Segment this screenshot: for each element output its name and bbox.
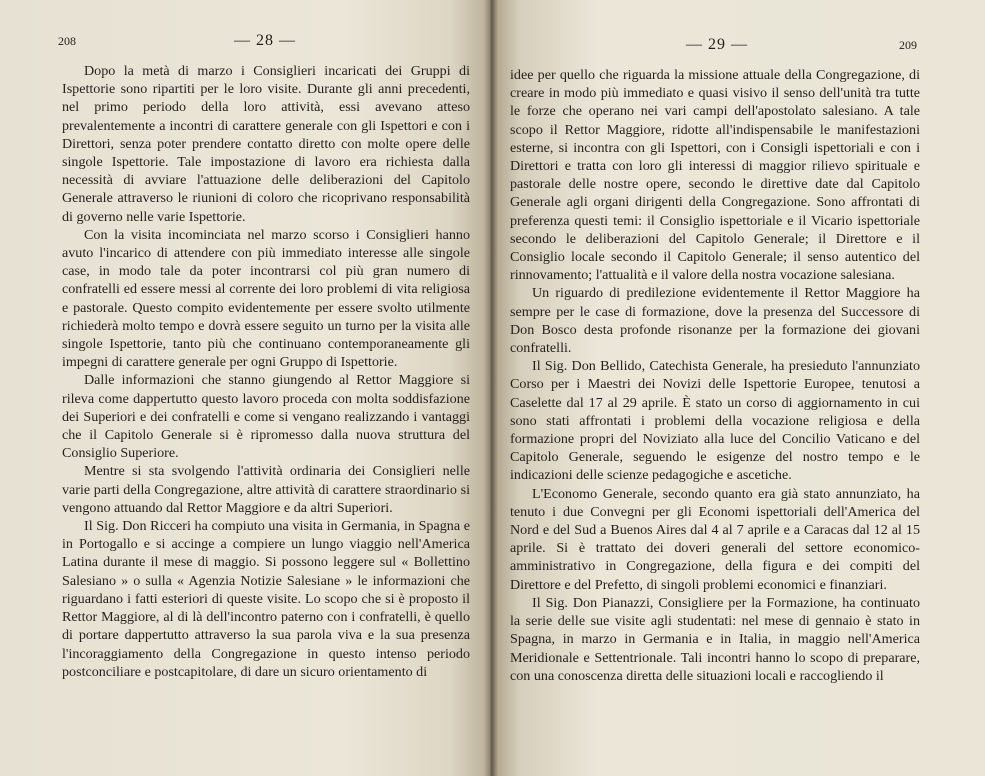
right-text-block xyxy=(510,66,920,685)
paragraph: Dalle informazioni che stanno giungendo al Rettor Maggiore si rileva come dappertutto questo lavoro proceda con molta soddisfazione dei Superiori e dei confratelli e come si vengano realizzando i vantaggi che il Capitolo Generale si è ripromesso dalla nuova struttura del Consiglio Superiore. xyxy=(62,372,470,462)
right-page xyxy=(490,0,985,776)
paragraph: Mentre si sta svolgendo l'attività ordinaria dei Consiglieri nelle varie parti della Congregazione, altre attività di carattere straordinario si vengono attuando dal Rettor Maggiore e da altri Superiori. xyxy=(62,463,470,516)
paragraph: Dopo la metà di marzo i Consiglieri incaricati dei Gruppi di Ispettorie sono ripartiti per le loro visite. Durante gli anni precedenti, nel primo periodo della loro attività, essi avevano atteso prevalentemente a incontri di carattere generale con gli Ispettori e con i Direttori, senza poter prendere contatto diretto con molte opere delle singole Ispettorie. Tale impostazione di lavoro era richiesta dalla necessità di avviare l'attuazione delle deliberazioni del Capitolo Generale attraverso le riunioni di coloro che ricoprivano responsabilità di governo nelle varie Ispettorie. xyxy=(62,63,470,225)
paragraph-continued: idee per quello che riguarda la missione attuale della Congregazione, di creare in modo più immediato e quasi visivo il senso dell'unità tra tutte le forze che operano nei vari campi dell'apostolato salesiano. A tale scopo il Rettor Maggiore, ridotte all'indispensabile le manifestazioni esterne, si incontra con gli Ispettori, con i Consigli ispettoriali e con i Direttori e tratta con loro gli interessi di maggior rilievo spirituale e pastorale delle nostre opere, secondo le direttive date dal Capitolo Generale agli organi dirigenti della Congregazione. Sono affrontati di preferenza questi temi: il Consiglio ispettoriale e il Vicario ispettoriale secondo le deliberazioni del Capitolo Generale; il Direttore e il Consiglio locale secondo il Capitolo Generale; il senso autentico del rinnovamento; l'attualità e il valore della nostra vocazione salesiana. xyxy=(510,67,920,284)
right-running-head: — 29 — xyxy=(686,36,748,53)
paragraph: Con la visita incominciata nel marzo scorso i Consiglieri hanno avuto l'incarico di attendere con più immediato interesse alle singole case, in modo tale da poter incontrarsi col più gran numero di confratelli ed essere messi al corrente dei loro problemi di vita religiosa e pastorale. Questo compito evidentemente per essere svolto utilmente richiederà molto tempo e dovrà essere seguito un turno per la visita alle singole Ispettorie, tanto più che continuano contemporaneamente gli impegni di carattere generale per ogni Gruppo di Ispettorie. xyxy=(62,226,470,371)
left-running-head: — 28 — xyxy=(234,32,296,49)
paragraph: L'Economo Generale, secondo quanto era già stato annunziato, ha tenuto i due Convegni per gli Economi ispettoriali dell'America del Nord e del Sud a Buenos Aires dal 4 al 7 aprile e a Caracas dal 12 al 15 aprile. Si è trattato dei doveri generali del settore economico-amministrativo in Congregazione, della figura e dei compiti del Direttore e del Prefetto, di singoli problemi economici e finanziari. xyxy=(510,485,920,593)
left-page xyxy=(0,0,490,776)
paragraph: Un riguardo di predilezione evidentemente il Rettor Maggiore ha sempre per le case di formazione, dove la presenza del Successore di Don Bosco desta profonde risonanze per la formazione dei giovani confratelli. xyxy=(510,285,920,357)
paragraph: Il Sig. Don Bellido, Catechista Generale, ha presieduto l'annunziato Corso per i Maestri dei Novizi delle Ispettorie Europee, tenutosi a Caselette dal 17 al 29 aprile. È stato un corso di aggiornamento in cui sono stati affrontati i problemi della vocazione religiosa e della formazione propri del Noviziato alla luce del Concilio Vaticano e del Capitolo Generale, seguendo le esigenze del nostro tempo e le indicazioni delle scienze pedagogiche e ascetiche. xyxy=(510,358,920,484)
paragraph: Il Sig. Don Pianazzi, Consigliere per la Formazione, ha continuato la serie delle sue visite agli studentati: nel mese di gennaio è stato in Spagna, in marzo in Germania e in Italia, in maggio nell'America Meridionale e Settentrionale. Tali incontri hanno lo scopo di preparare, con una conoscenza diretta delle situazioni locali e raccogliendo il xyxy=(510,594,920,684)
right-page-number: 209 xyxy=(899,38,917,52)
left-text-block xyxy=(62,62,470,681)
left-page-number: 208 xyxy=(58,34,76,48)
paragraph: Il Sig. Don Ricceri ha compiuto una visita in Germania, in Spagna e in Portogallo e si accinge a compiere un lungo viaggio nell'America Latina durante il mese di maggio. Si possono leggere sul « Bollettino Salesiano » o sulla « Agenzia Notizie Salesiane » le informazioni che riguardano i fatti esteriori di queste visite. Lo scopo che si è proposto il Rettor Maggiore, al di là dell'incontro paterno con i confratelli, è quello di portare dappertutto attraverso la sua parola viva e la sua presenza l'incoraggiamento della Congregazione in questo intenso periodo postconciliare e postcapitolare, di dare un sicuro orientamento di xyxy=(62,518,470,680)
